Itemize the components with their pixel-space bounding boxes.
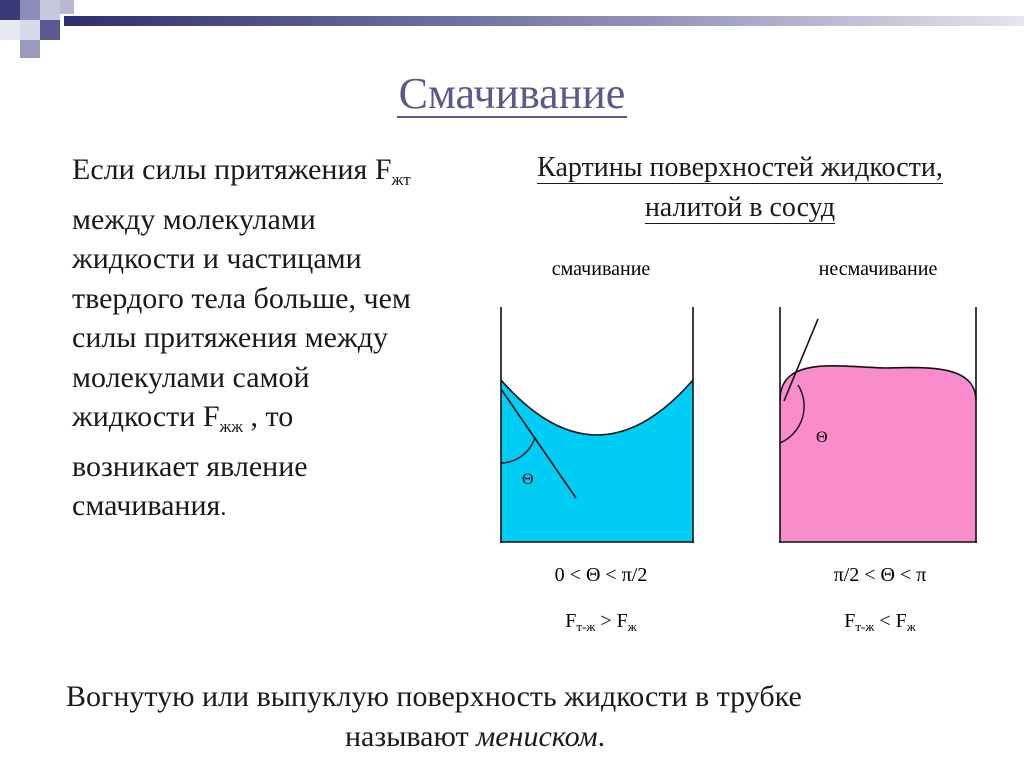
wetting-angle-condition: 0 < Θ < π/2 (554, 564, 648, 586)
diagram-heading: Картины поверхностей жидкости, налитой в сосуд (537, 152, 943, 223)
wetting-force-relation: $F_{т-ж} > F_ж$ (565, 610, 637, 634)
nonwetting-label: несмачивание (818, 258, 938, 280)
wetting-vessel (500, 258, 694, 634)
nonwetting-angle-label: Θ (816, 429, 828, 446)
wetting-label: смачивание (551, 258, 651, 280)
meniscus-term: мениском (476, 720, 598, 753)
meniscus-line-2: называют мениском. (345, 720, 606, 753)
definition-paragraph: Если силы притяжения $F_{жт}$ между молекулами жидкости и частицами твердого тела больше, чем силы притяжения между молекулами самой жидкости $F_{жж}$ , то возникает явление смачивания. (72, 153, 411, 522)
wetting-angle-label: Θ (522, 471, 534, 488)
wetting-liquid (501, 380, 693, 542)
meniscus-diagrams (480, 255, 1000, 645)
nonwetting-force-relation: $F_{т-ж} < F_ж$ (844, 610, 916, 634)
meniscus-line-1: Вогнутую или выпуклую поверхность жидкости в трубке (66, 680, 802, 713)
slide-title: Смачивание (398, 69, 626, 118)
nonwetting-liquid (780, 366, 976, 542)
nonwetting-vessel (779, 258, 977, 634)
nonwetting-angle-condition: π/2 < Θ < π (833, 564, 927, 586)
header-decoration (0, 0, 1024, 60)
